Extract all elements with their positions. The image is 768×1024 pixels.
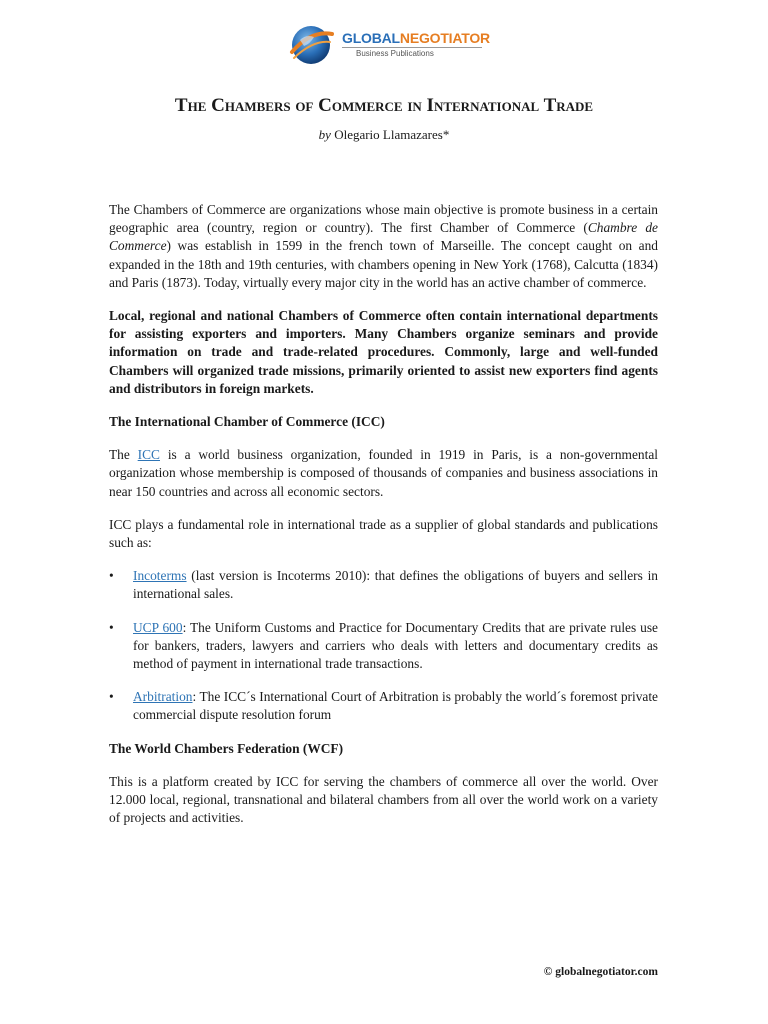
logo-divider — [342, 47, 482, 48]
logo — [286, 20, 490, 68]
list-item — [109, 688, 658, 724]
byline-by: by — [318, 127, 331, 142]
document-title: The Chambers of Commerce in International Trade — [174, 95, 594, 116]
brand-part-negotiator: NEGOTIATOR — [399, 30, 490, 46]
icc-link[interactable]: ICC — [137, 447, 160, 463]
paragraph-icc-role: ICC plays a fundamental role in international trade as a supplier of global standards and publications such as: — [109, 516, 658, 551]
byline — [0, 127, 768, 143]
brand-tagline: Business Publications — [356, 49, 434, 58]
bullet-icon: • — [109, 568, 114, 584]
list-item-text: : The Uniform Customs and Practice for Documentary Credits that are private rules use for bankers, traders, lawyers and carriers who deals with letters and documentary credits as method of payment in international trade transactions. — [133, 619, 658, 672]
footer-copyright: © globalnegotiator.com — [543, 966, 658, 978]
intro-text-b: ) was establish in 1599 in the french town of Marseille. The concept caught on and expanded in the 18th and 19th centuries, with chambers opening in New York (1768), Calcutta (1834) and Paris (1873). Today, virtually every major city in the world has an active chamber of commerce. — [109, 238, 658, 290]
document-body — [109, 201, 658, 842]
paragraph-intro — [109, 201, 658, 292]
bullet-icon: • — [109, 689, 114, 705]
bullet-icon: • — [109, 619, 114, 635]
icc-text-a: The — [109, 447, 138, 463]
publications-list — [109, 567, 658, 724]
author-name: Olegario Llamazares* — [334, 127, 450, 142]
heading-wcf: The World Chambers Federation (WCF) — [109, 740, 344, 756]
brand-name — [342, 30, 490, 46]
list-item — [109, 567, 658, 603]
intro-italic: Chambre de Commerce — [109, 220, 658, 254]
list-item-text: (last version is Incoterms 2010): that defines the obligations of buyers and sellers in international sales. — [133, 568, 658, 602]
intro-text-a: The Chambers of Commerce are organizations whose main objective is promote business in a certain geographic area (country, region or country). The first Chamber of Commerce ( — [109, 202, 658, 236]
incoterms-link[interactable]: Incoterms — [133, 568, 187, 584]
heading-icc: The International Chamber of Commerce (ICC) — [109, 414, 385, 430]
paragraph-local-chambers: Local, regional and national Chambers of Commerce often contain international departments for assisting exporters and importers. Many Chambers organize seminars and provide information on trade and trade-related procedures. Commonly, large and well-funded Chambers will organized trade missions, primarily oriented to assist new exporters find agents and distributors in foreign markets. — [109, 308, 658, 396]
paragraph-icc — [109, 446, 658, 501]
brand-part-global: GLOBAL — [342, 30, 400, 46]
ucp600-link[interactable]: UCP 600 — [133, 619, 183, 635]
arbitration-link[interactable]: Arbitration — [133, 689, 193, 705]
paragraph-wcf: This is a platform created by ICC for serving the chambers of commerce all over the world. Over 12.000 local, regional, transnational and bilateral chambers from all over the world work on a variety of projects and activities. — [109, 773, 658, 826]
list-item-text: : The ICC´s International Court of Arbitration is probably the world´s foremost private commercial dispute resolution forum — [133, 689, 658, 723]
icc-text-b: is a world business organization, founded in 1919 in Paris, is a non-governmental organization whose membership is composed of thousands of companies and business associations in near 150 countries and across all economic sectors. — [109, 447, 658, 499]
list-item — [109, 619, 658, 674]
globe-icon — [286, 20, 336, 68]
